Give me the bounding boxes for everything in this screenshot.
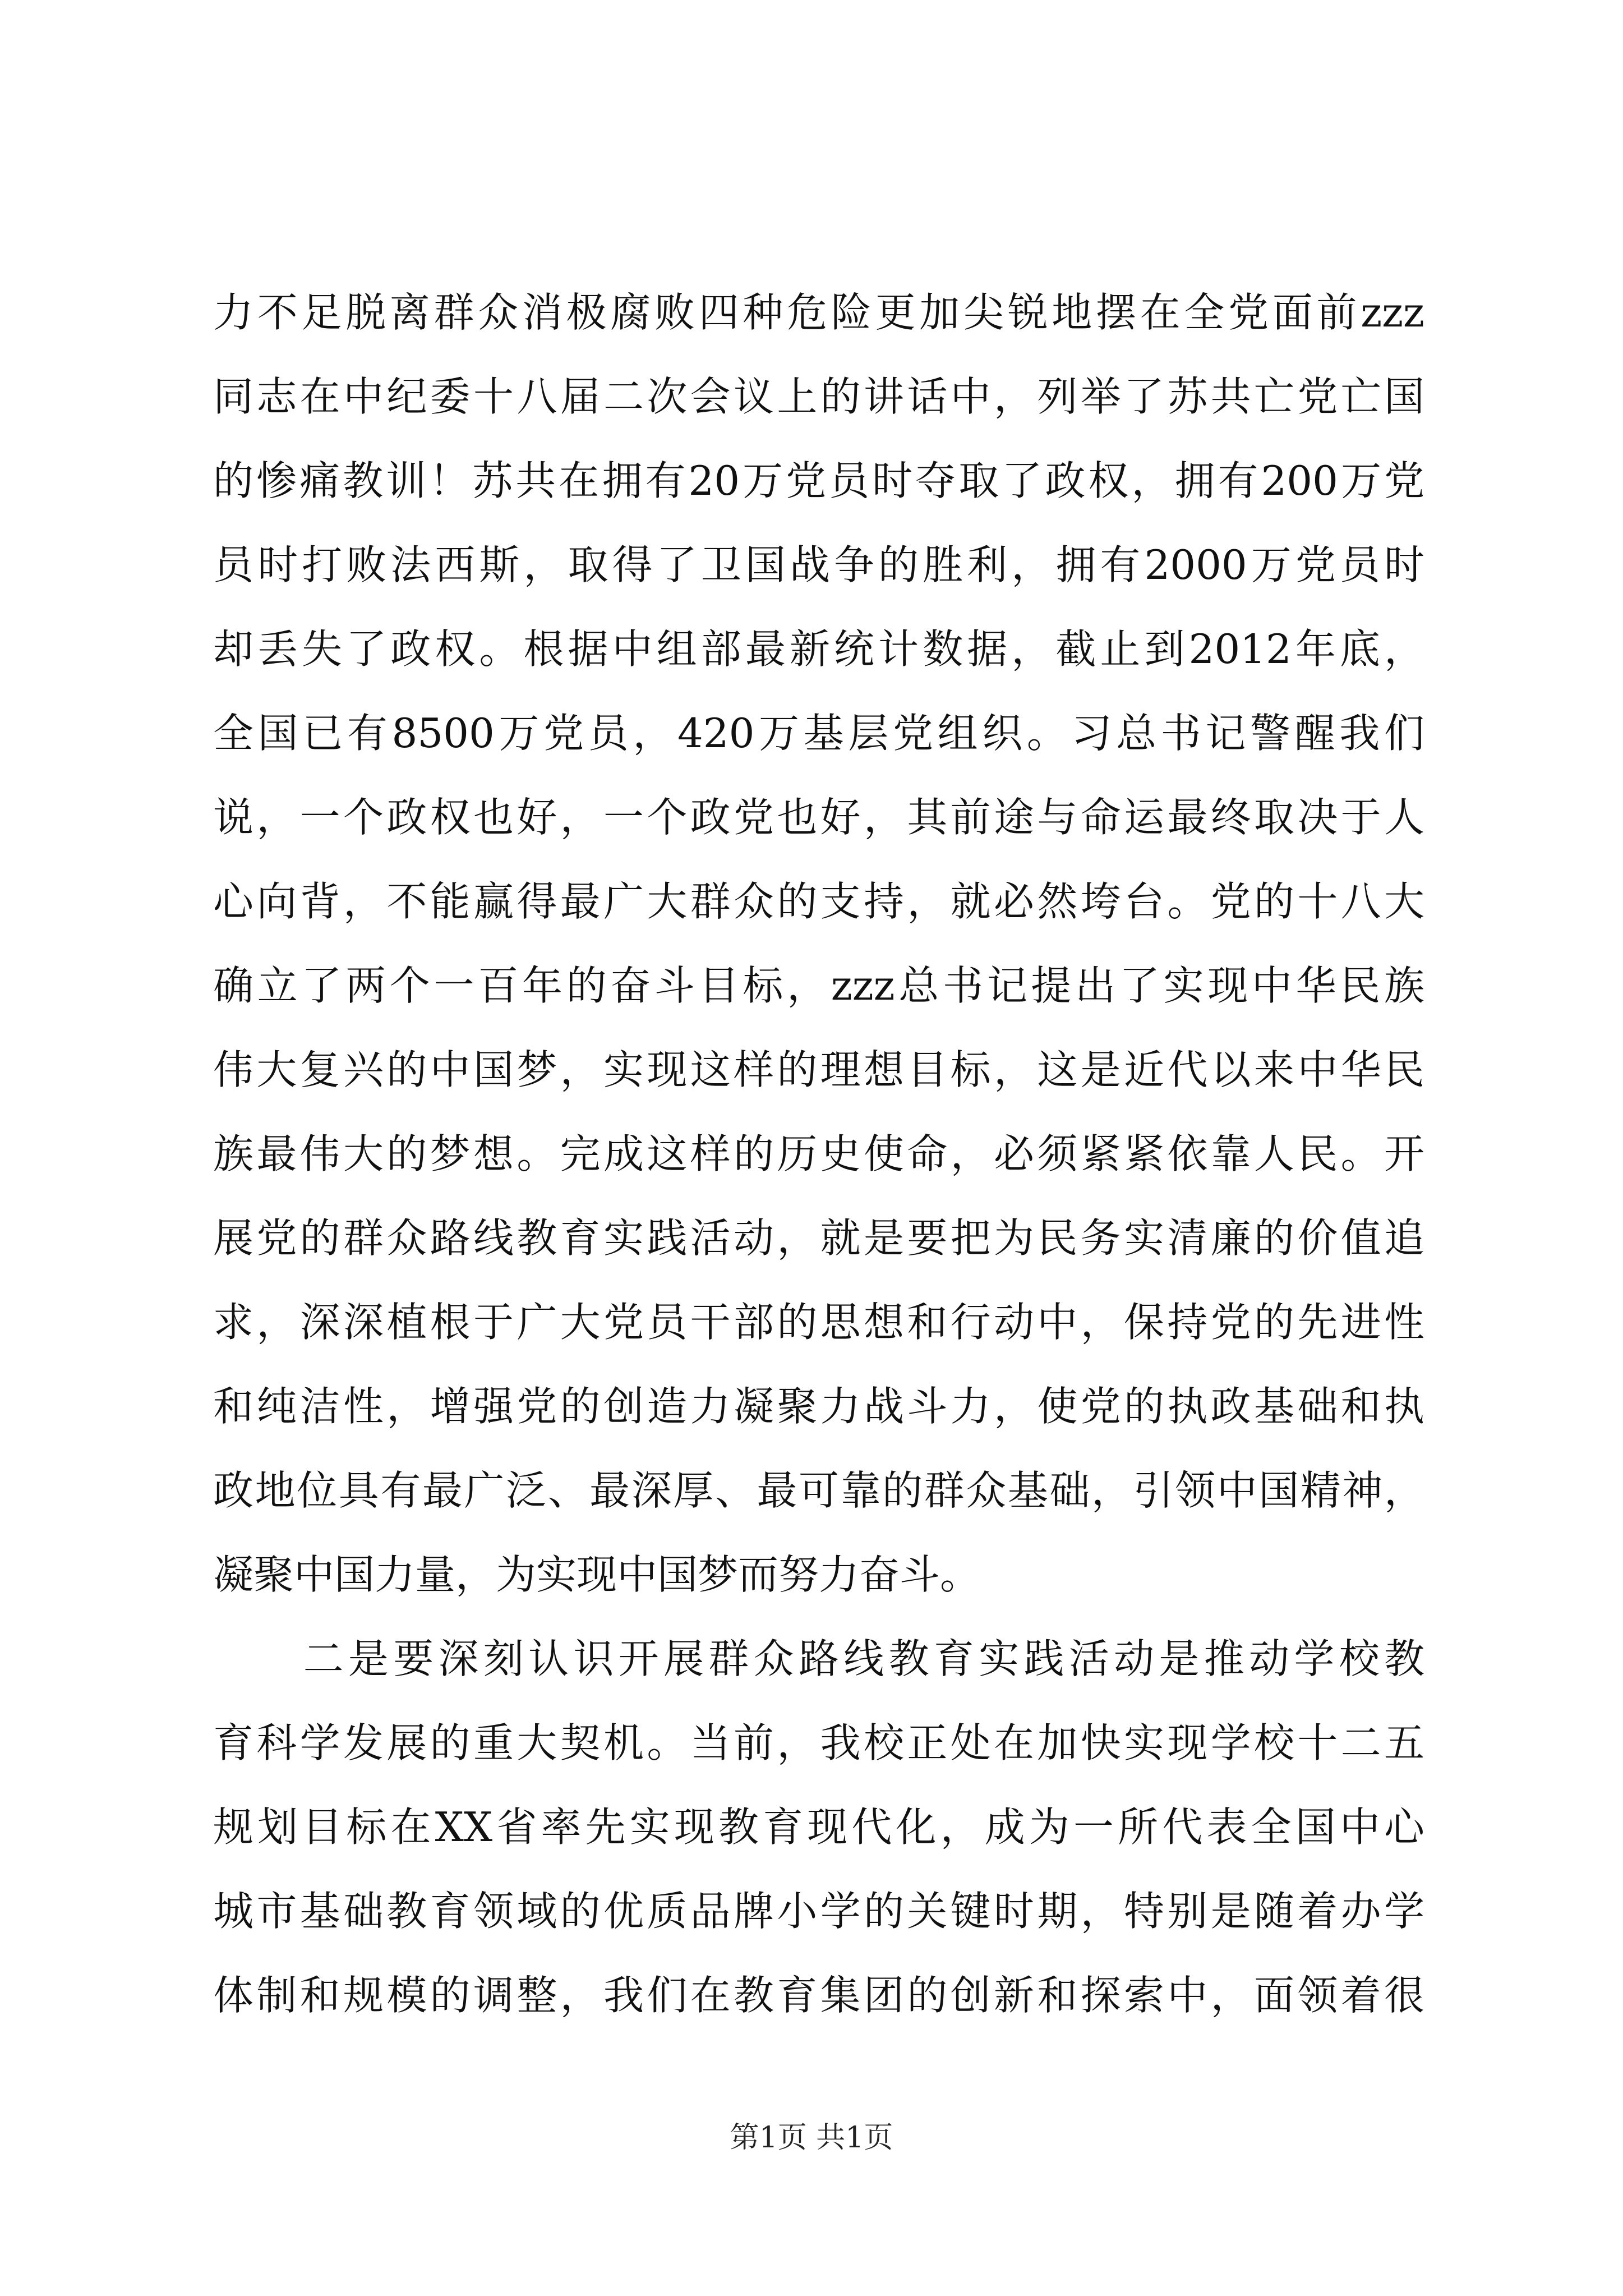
text-line: 员时打败法西斯，取得了卫国战争的胜利，拥有2000万党员时: [213, 541, 1424, 588]
body-text: [213, 270, 1424, 2037]
text-line: 族最伟大的梦想。完成这样的历史使命，必须紧紧依靠人民。开: [213, 1130, 1424, 1177]
text-line: 城市基础教育领域的优质品牌小学的关键时期，特别是随着办学: [213, 1888, 1424, 1935]
text-line: 的惨痛教训！苏共在拥有20万党员时夺取了政权，拥有200万党: [213, 457, 1424, 504]
page-footer: 第1页 共1页: [730, 2121, 893, 2155]
text-line: 育科学发展的重大契机。当前，我校正处在加快实现学校十二五: [213, 1719, 1424, 1766]
text-line: 伟大复兴的中国梦，实现这样的理想目标，这是近代以来中华民: [213, 1046, 1424, 1093]
text-line: 和纯洁性，增强党的创造力凝聚力战斗力，使党的执政基础和执: [213, 1383, 1424, 1430]
text-line: 规划目标在XX省率先实现教育现代化，成为一所代表全国中心: [213, 1803, 1424, 1851]
text-line: 说，一个政权也好，一个政党也好，其前途与命运最终取决于人: [213, 794, 1424, 841]
text-line: 二是要深刻认识开展群众路线教育实践活动是推动学校教: [213, 1635, 1424, 1682]
text-line: 力不足脱离群众消极腐败四种危险更加尖锐地摆在全党面前zzz: [213, 289, 1424, 336]
text-line: 确立了两个一百年的奋斗目标，zzz总书记提出了实现中华民族: [213, 962, 1424, 1009]
text-line: 展党的群众路线教育实践活动，就是要把为民务实清廉的价值追: [213, 1214, 1424, 1262]
text-line: 凝聚中国力量，为实现中国梦而努力奋斗。: [213, 1551, 981, 1598]
text-line: 却丢失了政权。根据中组部最新统计数据，截止到2012年底，: [213, 625, 1424, 673]
text-line: 体制和规模的调整，我们在教育集团的创新和探索中，面领着很: [213, 1972, 1424, 2019]
text-line: 同志在中纪委十八届二次会议上的讲话中，列举了苏共亡党亡国: [213, 373, 1424, 420]
text-line: 全国已有8500万党员，420万基层党组织。习总书记警醒我们: [213, 710, 1424, 757]
text-line: 求，深深植根于广大党员干部的思想和行动中，保持党的先进性: [213, 1299, 1424, 1346]
text-line: 政地位具有最广泛、最深厚、最可靠的群众基础，引领中国精神，: [213, 1467, 1424, 1514]
text-line: 心向背，不能赢得最广大群众的支持，就必然垮台。党的十八大: [213, 878, 1424, 925]
